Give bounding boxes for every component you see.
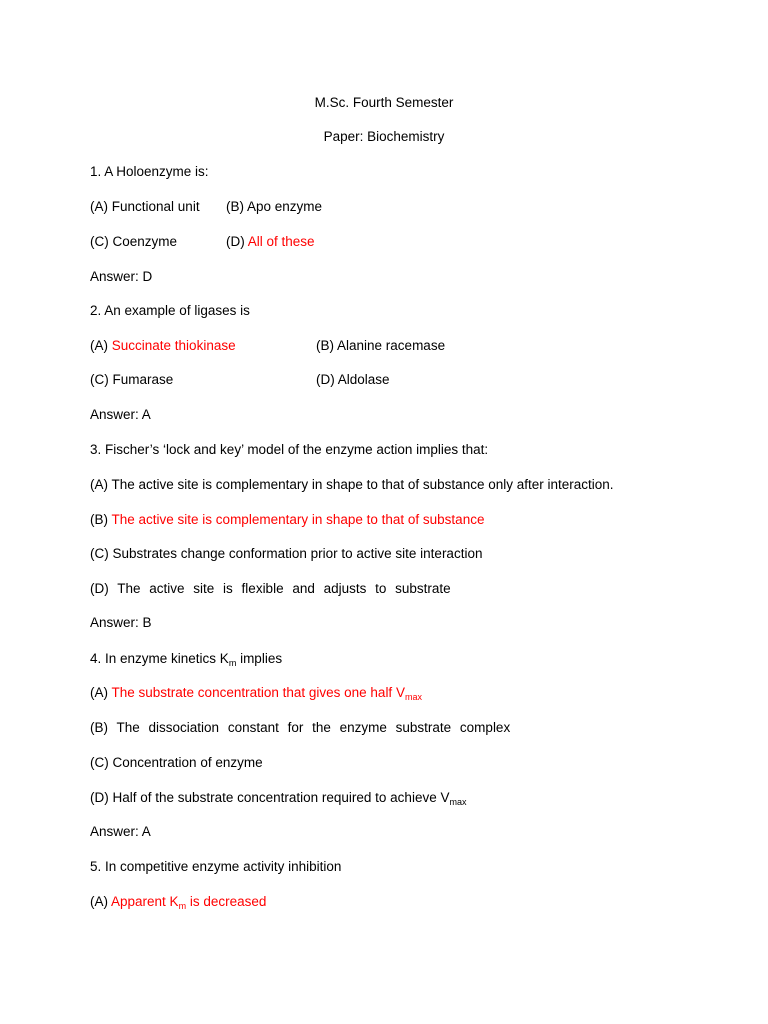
option-text: Aldolase xyxy=(337,372,390,387)
option-letter: (D) xyxy=(90,581,109,596)
option-letter: (B) xyxy=(316,338,334,353)
option-text-correct: All of these xyxy=(247,234,315,249)
question-3-answer: Answer: B xyxy=(90,615,152,630)
semester-heading: M.Sc. Fourth Semester xyxy=(314,95,454,110)
option-text-correct xyxy=(111,894,266,909)
option-text: Apparent K xyxy=(111,894,179,909)
option-letter: (B) xyxy=(90,720,108,735)
option-subscript: max xyxy=(449,797,467,807)
option-text: Alanine racemase xyxy=(337,338,446,353)
stem-text: 4. In enzyme kinetics K xyxy=(90,651,229,666)
question-5-stem: 5. In competitive enzyme activity inhibition xyxy=(90,859,342,874)
option-text: Functional unit xyxy=(111,199,200,214)
option-text: Concentration of enzyme xyxy=(112,755,263,770)
paper-heading: Paper: Biochemistry xyxy=(323,129,445,144)
option-letter: (A) xyxy=(90,894,108,909)
question-3-option-a xyxy=(90,476,614,494)
option-text: The dissociation constant for the enzyme substrate complex xyxy=(116,720,511,735)
question-1-options-row-2 xyxy=(90,233,490,251)
question-2-options-row-2 xyxy=(90,371,590,389)
option-subscript: max xyxy=(404,692,422,702)
option-text-correct xyxy=(112,685,422,700)
option-letter: (A) xyxy=(90,338,108,353)
option-text: The active site is complementary in shape to that of substance only after interaction. xyxy=(111,477,614,492)
question-4-option-b xyxy=(90,719,510,737)
question-4-option-d xyxy=(90,789,466,807)
option-letter: (A) xyxy=(90,685,108,700)
option-letter: (D) xyxy=(226,234,245,249)
option-text: Apo enzyme xyxy=(247,199,323,214)
option-letter: (C) xyxy=(90,755,109,770)
question-4-option-c xyxy=(90,754,263,772)
question-2-options-row-1 xyxy=(90,337,590,355)
option-text-correct: The active site is complementary in shape to that of substance xyxy=(111,512,485,527)
option-letter: (B) xyxy=(90,512,108,527)
option-letter: (A) xyxy=(90,199,108,214)
question-3-option-d xyxy=(90,580,451,598)
option-letter: (D) xyxy=(90,790,109,805)
question-5-option-a xyxy=(90,893,266,911)
option-text: Coenzyme xyxy=(112,234,178,249)
option-text-correct: Succinate thiokinase xyxy=(111,338,236,353)
option-letter: (B) xyxy=(226,199,244,214)
question-1-options-row-1 xyxy=(90,198,490,216)
option-subscript: m xyxy=(178,901,187,911)
question-1-answer: Answer: D xyxy=(90,269,153,284)
stem-text: implies xyxy=(236,651,283,666)
option-letter: (A) xyxy=(90,477,108,492)
option-text: is decreased xyxy=(186,894,267,909)
question-3-option-b xyxy=(90,511,484,529)
question-2-stem: 2. An example of ligases is xyxy=(90,303,250,318)
option-letter: (C) xyxy=(90,546,109,561)
question-4-stem xyxy=(90,650,282,668)
question-3-option-c xyxy=(90,545,482,563)
option-text: Fumarase xyxy=(112,372,174,387)
option-text: Half of the substrate concentration required to achieve V xyxy=(112,790,450,805)
question-4-answer: Answer: A xyxy=(90,824,151,839)
option-text: The substrate concentration that gives one half V xyxy=(111,685,405,700)
question-4-option-a xyxy=(90,684,422,702)
question-2-answer: Answer: A xyxy=(90,407,151,422)
option-letter: (C) xyxy=(90,234,109,249)
option-text: Substrates change conformation prior to active site interaction xyxy=(112,546,483,561)
option-letter: (C) xyxy=(90,372,109,387)
option-text: The active site is flexible and adjusts to substrate xyxy=(117,581,451,596)
stem-subscript: m xyxy=(228,658,237,668)
question-3-stem: 3. Fischer’s ‘lock and key’ model of the enzyme action implies that: xyxy=(90,442,489,457)
question-1-stem: 1. A Holoenzyme is: xyxy=(90,164,209,179)
option-letter: (D) xyxy=(316,372,335,387)
